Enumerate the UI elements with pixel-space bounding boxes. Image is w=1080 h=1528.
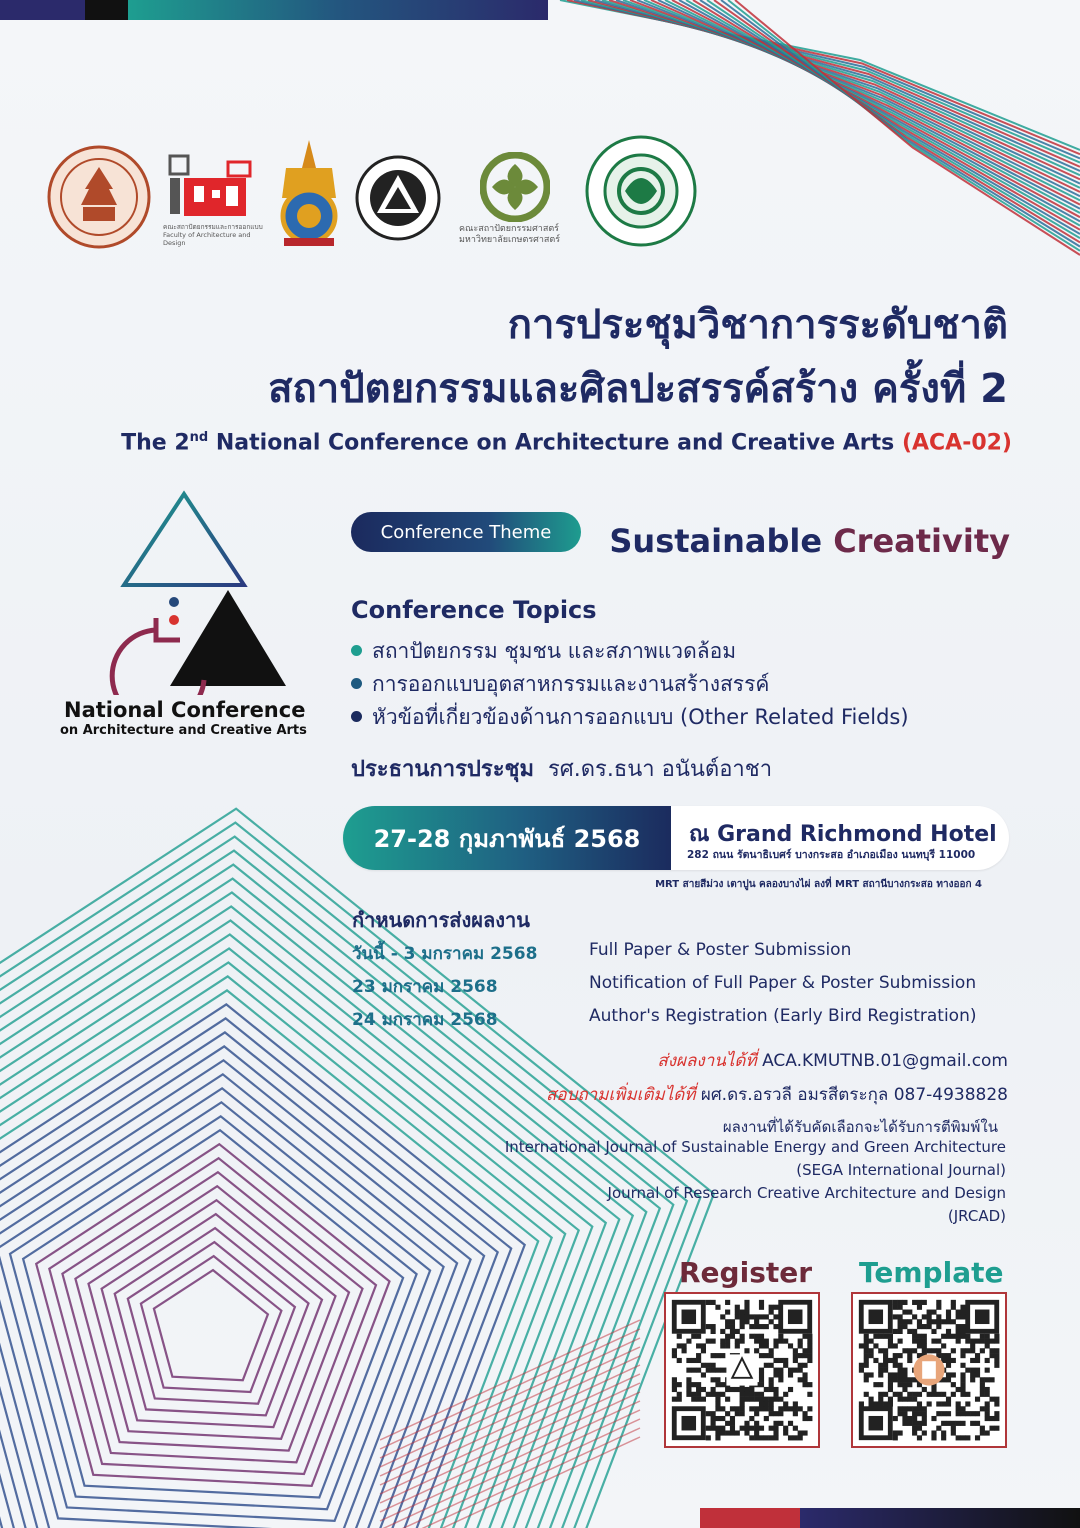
publication-line: (JRCAD) [947,1207,1006,1225]
top-color-bar [85,0,128,20]
schedule-desc: Author's Registration (Early Bird Registration) [589,1006,977,1026]
submission-contact: ส่งผลงานได้ที่ ACA.KMUTNB.01@gmail.com [657,1051,1008,1071]
register-label: Register [679,1256,813,1289]
publication-line: (SEGA International Journal) [796,1161,1006,1179]
register-qr-code[interactable] [664,1292,820,1448]
bullet-dot [351,711,362,722]
title-thai-line2: สถาปัตยกรรมและศิลปะสรรค์สร้าง ครั้งที่ 2 [268,366,1008,412]
topic-item: สถาปัตยกรรม ชุมชน และสภาพแวดล้อม [351,635,736,668]
conference-theme-badge: Conference Theme [351,512,581,552]
rmut-seal-logo [276,138,342,250]
chair-name: รศ.ดร.ธนา อนันต์อาชา [547,757,773,782]
template-label: Template [859,1256,1004,1289]
publication-line: ผลงานที่ได้รับคัดเลือกจะได้รับการตีพิมพ์ใน [722,1118,998,1136]
topics-heading: Conference Topics [351,596,597,624]
date-venue-banner [343,806,1009,870]
inquiry-person: ผศ.ดร.อรวลี อมรสีตระกุล 087-4938828 [700,1085,1008,1105]
title-thai-line1: การประชุมวิชาการระดับชาติ [507,302,1008,348]
topic-item: หัวข้อที่เกี่ยวข้องด้านการออกแบบ (Other Related Fields) [351,701,909,734]
schedule-date: วันนี้ - 3 มกราคม 2568 [352,944,538,964]
schedule-desc: Notification of Full Paper & Poster Submission [589,973,977,993]
top-color-bar [0,0,85,20]
arch-design-logo-text: คณะสถาปัตยกรรมและการออกแบบ Faculty of Architecture and Design [163,223,263,247]
schedule-heading: กำหนดการส่งผลงาน [352,908,530,932]
conference-logo-line2: on Architecture and Creative Arts [60,723,307,738]
conference-chair [351,751,772,786]
top-color-bar [128,0,548,20]
aca-conference-logo [100,490,300,695]
kmutt-arch-seal-logo [355,155,441,241]
submission-email[interactable]: ACA.KMUTNB.01@gmail.com [762,1051,1008,1071]
conference-logo-line1: National Conference [64,698,306,722]
venue-address: 282 ถนน รัตนาธิเบศร์ บางกระสอ อำเภอเมือง นนทบุรี 11000 [687,849,976,861]
publication-line: International Journal of Sustainable Energy and Green Architecture [504,1138,1006,1156]
bottom-color-bar [800,1508,1080,1528]
arch-design-logo [168,152,258,222]
kmutnb-seal-logo [47,145,151,249]
ku-arch-logo-text: คณะสถาปัตยกรรมศาสตร์ มหาวิทยาลัยเกษตรศาสตร์ [459,224,561,245]
mrt-directions: MRT สายสีม่วง เตาปูน คลองบางไผ่ ลงที่ MRT สถานีบางกระสอ ทางออก 4 [655,879,982,890]
publication-line: Journal of Research Creative Architecture and Design [607,1184,1006,1202]
ku-arch-logo [480,152,550,222]
topic-item: การออกแบบอุตสาหกรรมและงานสร้างสรรค์ [351,668,769,701]
inquiry-contact: สอบถามเพิ่มเติมได้ที่ ผศ.ดร.อรวลี อมรสีตระกุล 087-4938828 [546,1085,1008,1105]
chair-label: ประธานการประชุม [351,757,534,782]
schedule-date: 23 มกราคม 2568 [352,977,498,997]
schedule-date: 24 มกราคม 2568 [352,1010,498,1030]
template-qr-code[interactable] [851,1292,1007,1448]
venue-name: ณ Grand Richmond Hotel [689,822,997,847]
bottom-color-bar [700,1508,800,1528]
schedule-desc: Full Paper & Poster Submission [589,940,852,960]
bullet-dot [351,645,362,656]
event-date: 27-28 กุมภาพันธ์ 2568 [343,806,671,870]
theme-title: Sustainable Creativity [609,522,1010,560]
title-english: The 2nd National Conference on Architecture and Creative Arts (ACA-02) [121,430,1012,456]
ku-seal-logo [585,135,697,247]
bullet-dot [351,678,362,689]
